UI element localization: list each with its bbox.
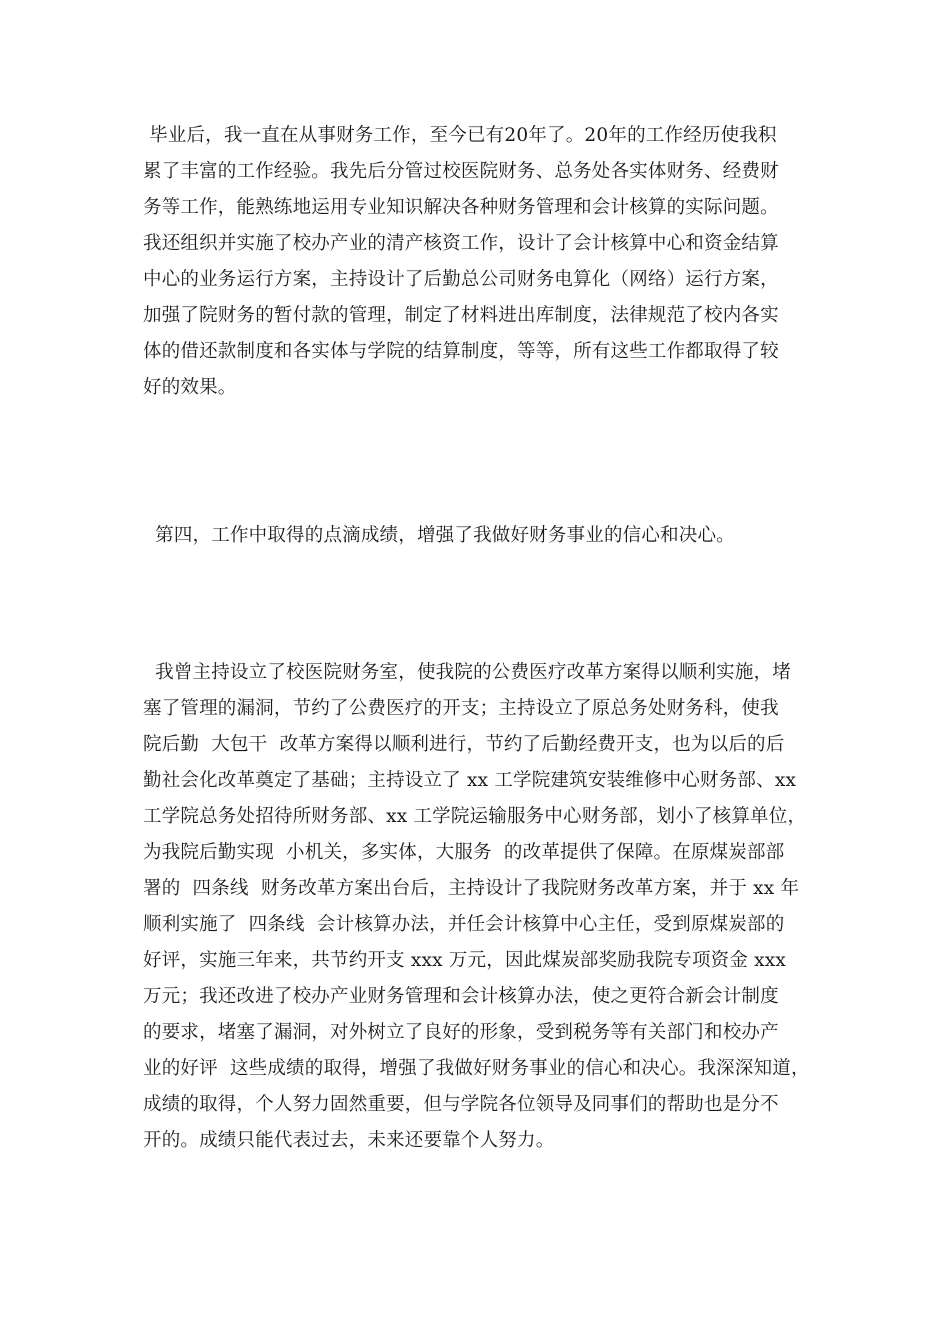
paragraph-line: 体的借还款制度和各实体与学院的结算制度，等等，所有这些工作都取得了较 (143, 341, 779, 362)
section-heading-fourth (143, 518, 823, 554)
paragraph-line: 成绩的取得，个人努力固然重要，但与学院各位领导及同事们的帮助也是分不 (143, 1094, 779, 1115)
paragraph-line: 中心的业务运行方案，主持设计了后勤总公司财务电算化（网络）运行方案， (143, 269, 779, 290)
paragraph-line: 的要求，堵塞了漏洞，对外树立了良好的形象，受到税务等有关部门和校办产 (143, 1022, 779, 1043)
paragraph-line: 我还组织并实施了校办产业的清产核资工作，设计了会计核算中心和资金结算 (143, 233, 779, 254)
paragraph-work-experience (143, 118, 823, 406)
paragraph-line: 我曾主持设立了校医院财务室，使我院的公费医疗改革方案得以顺利实施，堵 (143, 662, 791, 683)
heading-line: 第四，工作中取得的点滴成绩，增强了我做好财务事业的信心和决心。 (143, 525, 735, 546)
paragraph-line: 毕业后，我一直在从事财务工作，至今已有20年了。20年的工作经历使我积 (143, 125, 777, 146)
paragraph-line: 为我院后勤实现 小机关，多实体，大服务 的改革提供了保障。在原煤炭部部 (143, 842, 785, 863)
paragraph-line: 勤社会化改革奠定了基础；主持设立了 xx 工学院建筑安装维修中心财务部、xx (143, 770, 797, 791)
paragraph-line: 院后勤 大包干 改革方案得以顺利进行，节约了后勤经费开支，也为以后的后 (143, 734, 785, 755)
paragraph-line: 累了丰富的工作经验。我先后分管过校医院财务、总务处各实体财务、经费财 (143, 161, 779, 182)
paragraph-line: 务等工作，能熟练地运用专业知识解决各种财务管理和会计核算的实际问题。 (143, 197, 779, 218)
paragraph-line: 万元；我还改进了校办产业财务管理和会计核算办法，使之更符合新会计制度 (143, 986, 779, 1007)
paragraph-line: 好评，实施三年来，共节约开支 xxx 万元，因此煤炭部奖励我院专项资金 xxx (143, 950, 787, 971)
paragraph-achievements (143, 655, 823, 1159)
paragraph-line: 好的效果。 (143, 377, 237, 398)
paragraph-line: 开的。成绩只能代表过去，未来还要靠个人努力。 (143, 1130, 555, 1151)
paragraph-line: 业的好评 这些成绩的取得，增强了我做好财务事业的信心和决心。我深深知道， (143, 1058, 810, 1079)
paragraph-line: 工学院总务处招待所财务部、xx 工学院运输服务中心财务部，划小了核算单位， (143, 806, 807, 827)
paragraph-line: 塞了管理的漏洞，节约了公费医疗的开支；主持设立了原总务处财务科，使我 (143, 698, 779, 719)
paragraph-line: 顺利实施了 四条线 会计核算办法，并任会计核算中心主任，受到原煤炭部的 (143, 914, 785, 935)
paragraph-line: 署的 四条线 财务改革方案出台后，主持设计了我院财务改革方案，并于 xx 年 (143, 878, 800, 899)
paragraph-line: 加强了院财务的暂付款的管理，制定了材料进出库制度，法律规范了校内各实 (143, 305, 779, 326)
